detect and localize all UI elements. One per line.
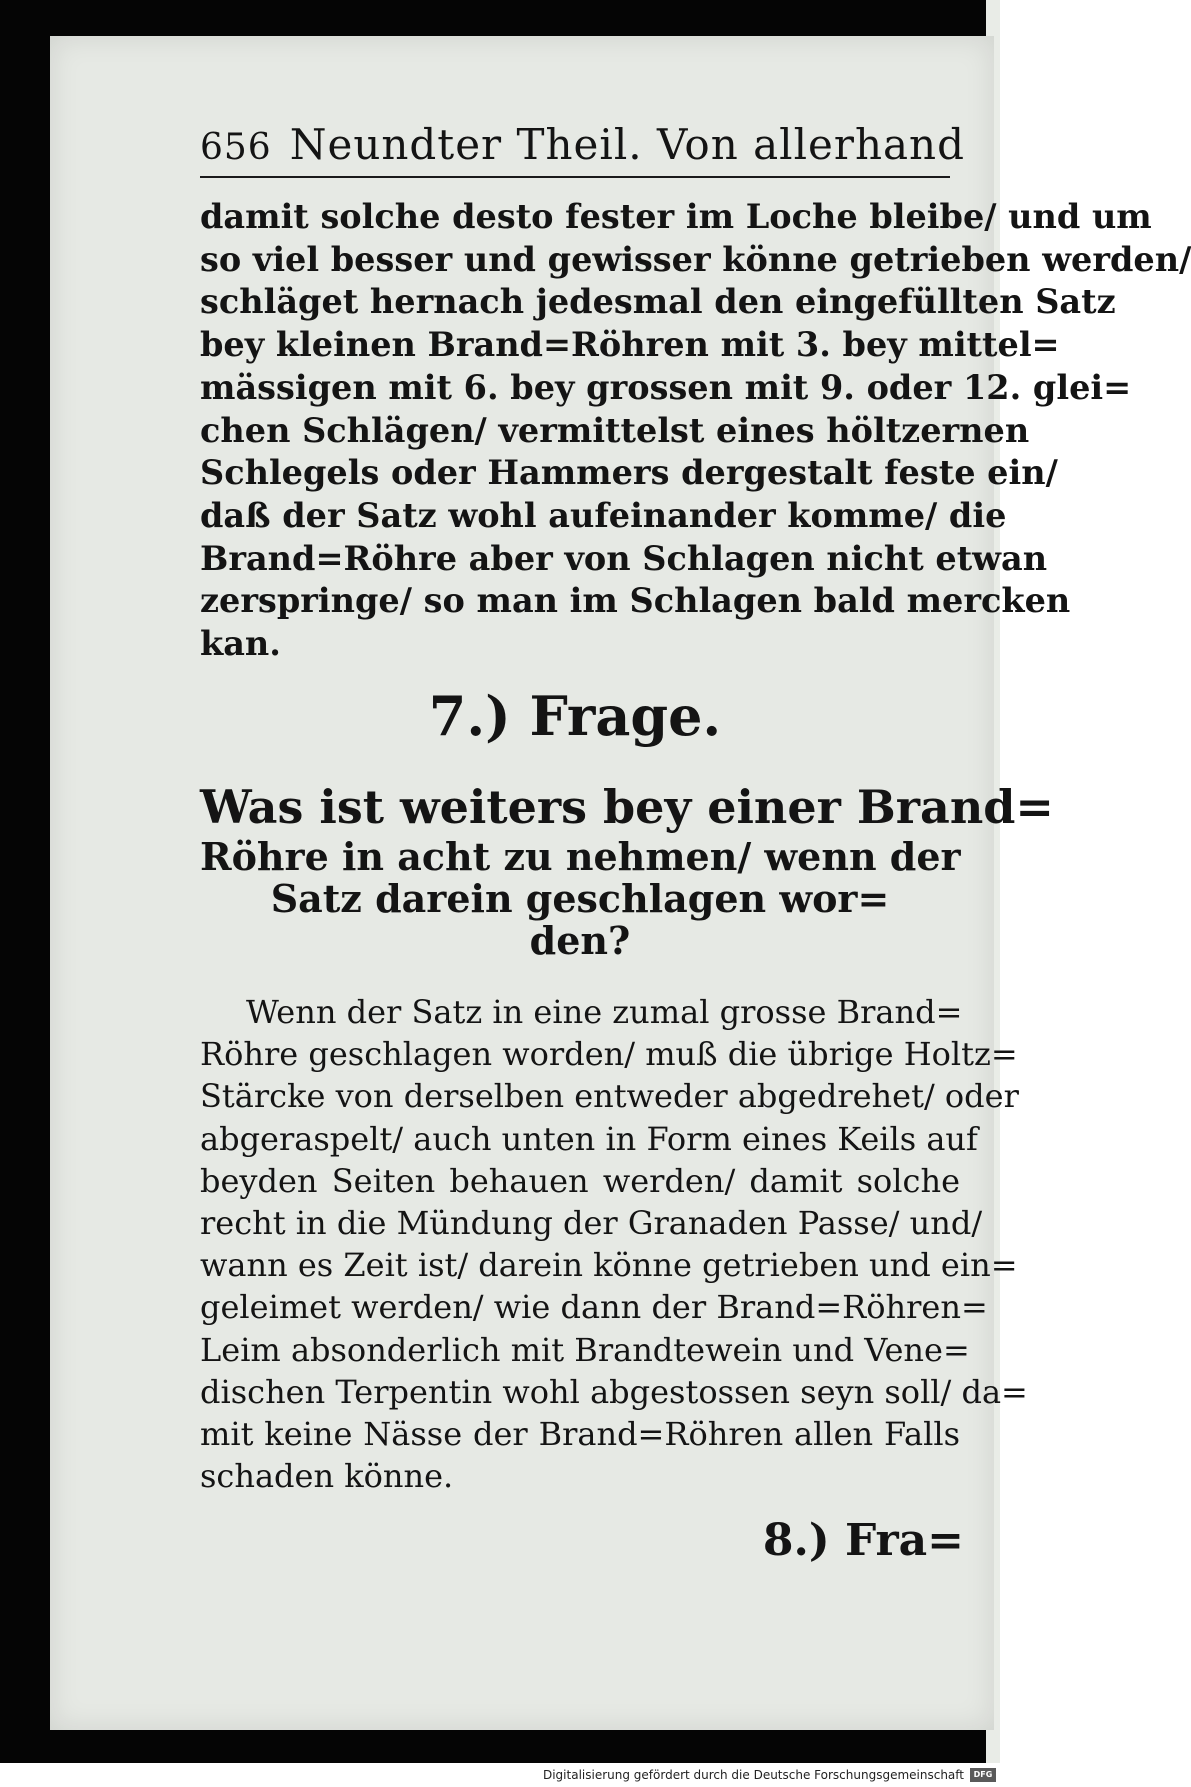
text-line: so viel besser und gewisser könne getrieben werden/ [200,239,1191,279]
question-line: den? [529,918,631,963]
text-line: Brand=Röhre aber von Schlagen nicht etwan [200,538,1048,578]
text-line: Wenn der Satz in eine zumal grosse Brand= [246,993,963,1031]
text-line: bey kleinen Brand=Röhren mit 3. bey mittel= [200,325,1060,365]
text-line: mässigen mit 6. bey grossen mit 9. oder 12. glei= [200,367,1132,407]
text-line: Stärcke von derselben entweder abgedrehet/ oder [200,1077,1019,1116]
funding-credit: Digitalisierung gefördert durch die Deutsche Forschungsgemeinschaft [542,1768,964,1782]
text-line: kan. [200,624,281,664]
text-line: Röhre geschlagen worden/ muß die übrige Holtz= [200,1035,1018,1074]
text-line: chen Schlägen/ vermittelst eines höltzernen [200,410,1030,450]
text-line: beyden Seiten behauen werden/ damit solche [200,1161,960,1200]
text-line: zerspringe/ so man im Schlagen bald mercken [200,581,1071,621]
question-line: Röhre in acht zu nehmen/ wenn der [200,834,961,879]
text-line: schaden könne. [200,1457,454,1496]
text-line: recht in die Mündung der Granaden Passe/ und/ [200,1204,983,1243]
text-line: schläget hernach jedesmal den eingefüllten Satz [200,282,1116,322]
text-line: daß der Satz wohl aufeinander komme/ die [200,495,1007,535]
running-title: Neundter Theil. Von allerhand [289,120,965,169]
text-line: mit keine Nässe der Brand=Röhren allen Falls [200,1415,960,1454]
footer-bar [0,1763,1000,1787]
text-line: geleimet werden/ wie dann der Brand=Röhren= [200,1288,988,1327]
catchword: 8.) Fra= [762,1515,964,1566]
book-page [50,36,1191,1730]
text-line: Leim absonderlich mit Brandtewein und Vene= [200,1330,970,1369]
answer-paragraph [200,991,1028,1497]
page-number: 656 [200,127,272,168]
section-heading: 7.) Frage. [428,684,722,748]
paragraph-continuation [200,196,1191,666]
text-line: Schlegels oder Hammers dergestalt feste ein/ [200,453,1058,493]
text-line: dischen Terpentin wohl abgestossen seyn soll/ da= [200,1372,1028,1411]
question-line: Was ist weiters bey einer Brand= [200,780,1054,834]
text-line: wann es Zeit ist/ darein könne getrieben und ein= [200,1246,1018,1285]
dfg-logo: DFG [970,1768,996,1782]
text-line: damit solche desto fester im Loche bleibe/ und um [200,197,1152,236]
question-heading [200,778,1054,963]
text-line: abgeraspelt/ auch unten in Form eines Keils auf [200,1119,978,1158]
question-line: Satz darein geschlagen wor= [270,876,890,921]
page-header [200,114,965,178]
